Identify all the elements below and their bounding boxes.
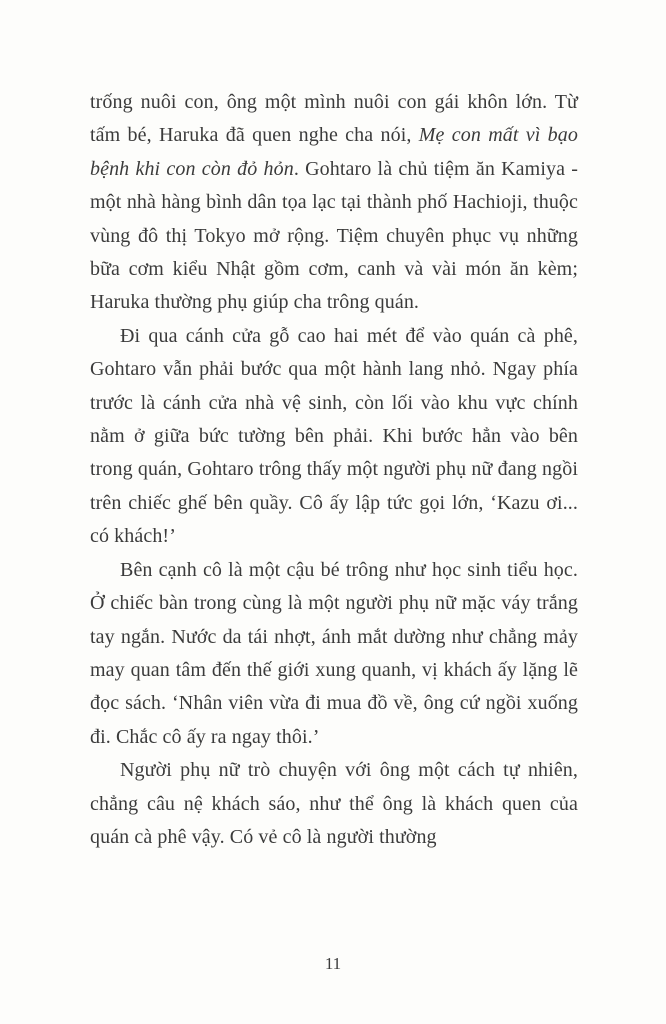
italic-quote: Mẹ con mất vì bạo bệnh khi con còn đỏ hỏn bbox=[90, 124, 578, 180]
page-text bbox=[90, 86, 578, 854]
paragraph-4: Người phụ nữ trò chuyện với ông một cách tự nhiên, chẳng câu nệ khách sáo, như thể ông là khách quen của quán cà phê vậy. Có vẻ cô là người thường bbox=[90, 759, 578, 848]
paragraph-1 bbox=[90, 86, 578, 320]
paragraph-2: Đi qua cánh cửa gỗ cao hai mét để vào quán cà phê, Gohtaro vẫn phải bước qua một hành lang nhỏ. Ngay phía trước là cánh cửa nhà vệ sinh, còn lối vào khu vực chính nằm ở giữa bức tường bên phải. Khi bước hẳn vào bên trong quán, Gohtaro trông thấy một người phụ nữ đang ngồi trên chiếc ghế bên quầy. Cô ấy lập tức gọi lớn, ‘Kazu ơi... có khách!’ bbox=[90, 324, 578, 548]
paragraph-1-text-before: trống nuôi con, ông một mình nuôi con gái khôn lớn. Từ tấm bé, Haruka đã quen nghe cha nói, bbox=[90, 91, 578, 147]
page-number: 11 bbox=[324, 954, 342, 973]
paragraph-3: Bên cạnh cô là một cậu bé trông như học sinh tiểu học. Ở chiếc bàn trong cùng là một người phụ nữ mặc váy trắng tay ngắn. Nước da tái nhợt, ánh mắt dường như chẳng mảy may quan tâm đến thế giới xung quanh, vị khách ấy lặng lẽ đọc sách. ‘Nhân viên vừa đi mua đồ về, ông cứ ngồi xuống đi. Chắc cô ấy ra ngay thôi.’ bbox=[90, 558, 578, 748]
paragraph-1-text-after: . Gohtaro là chủ tiệm ăn Kamiya - một nhà hàng bình dân tọa lạc tại thành phố Hachioji, thuộc vùng đô thị Tokyo mở rộng. Tiệm chuyên phục vụ những bữa cơm kiểu Nhật gồm cơm, canh và vài món ăn kèm; Haruka thường phụ giúp cha trông quán. bbox=[90, 157, 578, 314]
